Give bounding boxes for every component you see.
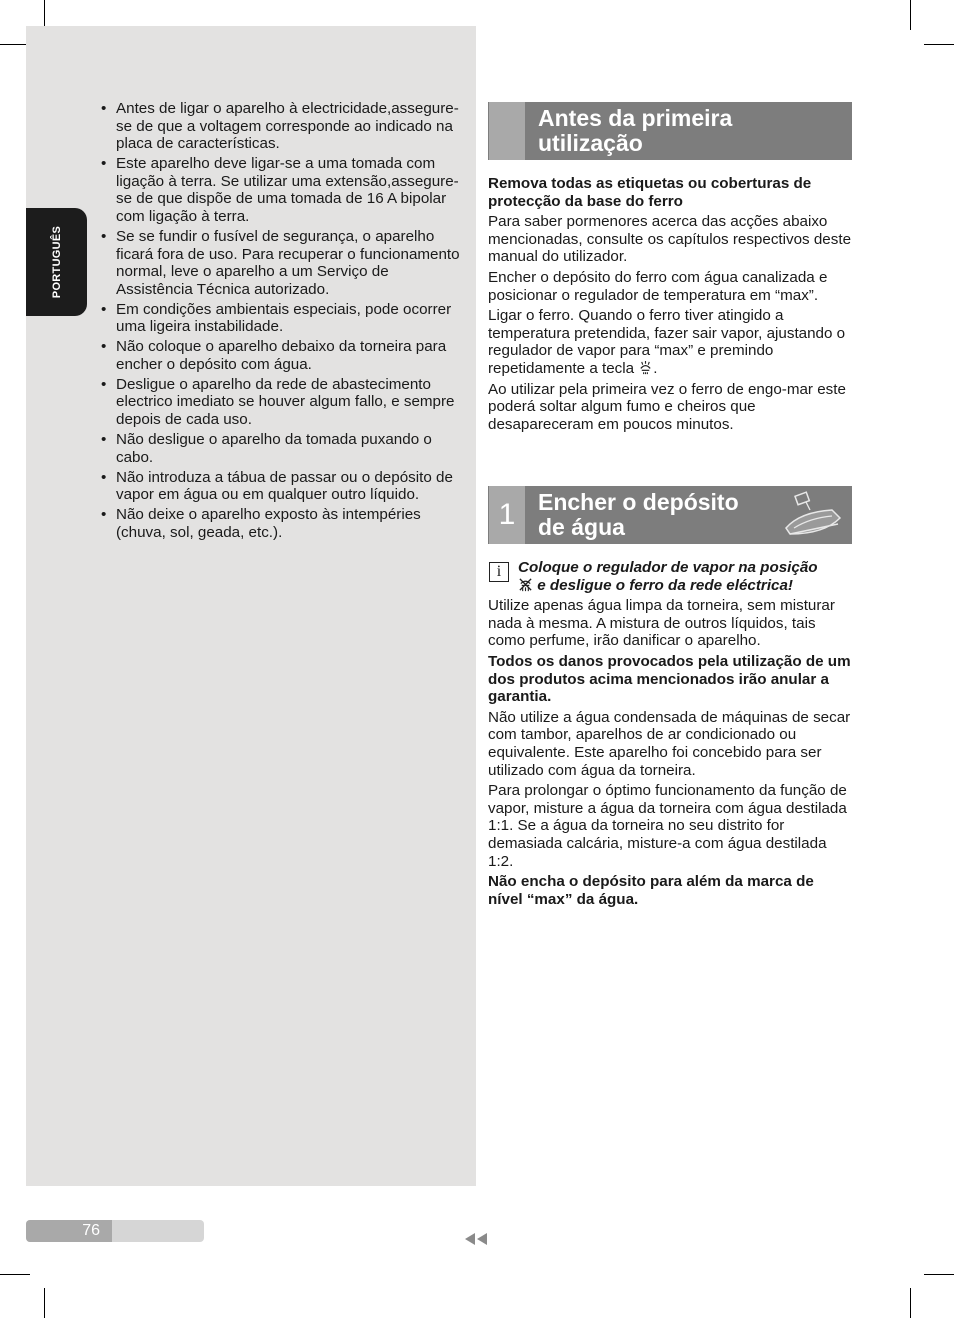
- first-use-content: [488, 175, 852, 436]
- page-number: 76: [82, 1222, 100, 1239]
- section-number-box: [489, 102, 525, 160]
- paragraph: Encher o depósito do ferro com água canalizada e posicionar o regulador de temperatura em “max”.: [488, 268, 828, 304]
- section-title-line: Encher o depósito: [538, 489, 739, 515]
- no-steam-icon: [518, 577, 533, 592]
- section-title-line: de água: [538, 514, 625, 540]
- crop-mark: [924, 44, 954, 45]
- crop-mark: [910, 1288, 911, 1318]
- page-number-box: [26, 1220, 112, 1242]
- list-item: • Em condições ambientais especiais, pode ocorrer uma ligeira instabilidade.: [100, 301, 464, 336]
- list-item: • Não desligue o aparelho da tomada puxando o cabo.: [100, 431, 464, 466]
- paragraph: [488, 307, 852, 377]
- crop-mark: [910, 0, 911, 30]
- steam-burst-icon: [638, 360, 653, 375]
- crop-mark: [924, 1274, 954, 1275]
- list-item: • Antes de ligar o aparelho à electricidade,assegure-se de que a voltagem corresponde ao indicado na placa de características.: [100, 100, 464, 153]
- info-icon: i: [489, 562, 509, 582]
- list-item: • Este aparelho deve ligar-se a uma tomada com ligação à terra. Se utilizar uma extensão,assegure-se de que dispõe de uma tomada de 16 A bipolar com ligação à terra.: [100, 155, 464, 225]
- paragraph: Para saber pormenores acerca das acções abaixo mencionadas, consulte os capítulos respectivos deste manual do utilizador.: [488, 213, 852, 266]
- section-number: 1: [489, 486, 525, 544]
- paragraph-text: .: [653, 359, 658, 377]
- fill-tank-content: [488, 559, 852, 911]
- paragraph: Para prolongar o óptimo funcionamento da função de vapor, misture a água da torneira com água destilada 1:1. Se a água da torneira no seu distrito for demasiada calcária, misture-a com água destilada 1:2.: [488, 782, 847, 870]
- list-item: • Não deixe o aparelho exposto às intempéries (chuva, sol, geada, etc.).: [100, 506, 464, 541]
- warning-note: [488, 559, 852, 594]
- page-number-bar: [26, 1220, 204, 1242]
- list-item: • Desligue o aparelho da rede de abastecimento electrico imediato se houver algum fallo, e sempre depois de cada uso.: [100, 376, 464, 429]
- paragraph-text: Ligar o ferro. Quando o ferro tiver atingido a temperatura pretendida, fazer sair vapor, ajustando o regulador de vapor para “max” e premindo repetidamente a tecla: [488, 307, 846, 377]
- bold-warning: Todos os danos provocados pela utilização de um dos produtos acima mencionados irão anular a garantia.: [488, 652, 851, 706]
- section-header-fill-tank: [488, 486, 852, 544]
- bold-warning: Não encha o depósito para além da marca de nível “max” da água.: [488, 873, 814, 908]
- section-title: [538, 106, 732, 156]
- crop-mark: [0, 1274, 30, 1275]
- crop-mark: [44, 1288, 45, 1318]
- list-item: • Não coloque o aparelho debaixo da torneira para encher o depósito com água.: [100, 338, 464, 373]
- warning-text: Coloque o regulador de vapor na posição: [518, 559, 818, 576]
- paragraph: Não utilize a água condensada de máquinas de secar com tambor, aparelhos de ar condicionado ou equivalente. Este aparelho foi concebido para ser utilizado com água da torneira.: [488, 708, 851, 779]
- section-title-line: Antes da primeira: [538, 105, 733, 131]
- section-title-line: utilização: [538, 130, 643, 156]
- list-item: • Não introduza a tábua de passar ou o depósito de vapor em água ou em qualquer outro líquido.: [100, 469, 464, 504]
- section-title: [538, 490, 739, 540]
- safety-bullet-list: [100, 100, 464, 544]
- paragraph: Utilize apenas água limpa da torneira, sem misturar nada à mesma. A mistura de outros líquidos, tais como perfume, irão danificar o aparelho.: [488, 597, 835, 650]
- language-label: PORTUGUÊS: [50, 225, 63, 299]
- warning-text: e desligue o ferro da rede eléctrica!: [537, 576, 793, 594]
- paragraph: Ao utilizar pela primeira vez o ferro de engo-mar este poderá soltar algum fumo e cheiros que desapareceram em poucos minutos.: [488, 380, 846, 433]
- iron-filling-icon: [780, 488, 848, 542]
- list-item: • Se se fundir o fusível de segurança, o aparelho ficará fora de uso. Para recuperar o funcionamento normal, leve o aparelho a um Serviço de Assistência Técnica autorizado.: [100, 228, 464, 298]
- section-header-first-use: [488, 102, 852, 160]
- language-tab: [26, 208, 87, 316]
- double-arrow-left-icon[interactable]: [463, 1232, 489, 1246]
- bold-instruction: Remova todas as etiquetas ou coberturas de protecção da base do ferro: [488, 175, 812, 210]
